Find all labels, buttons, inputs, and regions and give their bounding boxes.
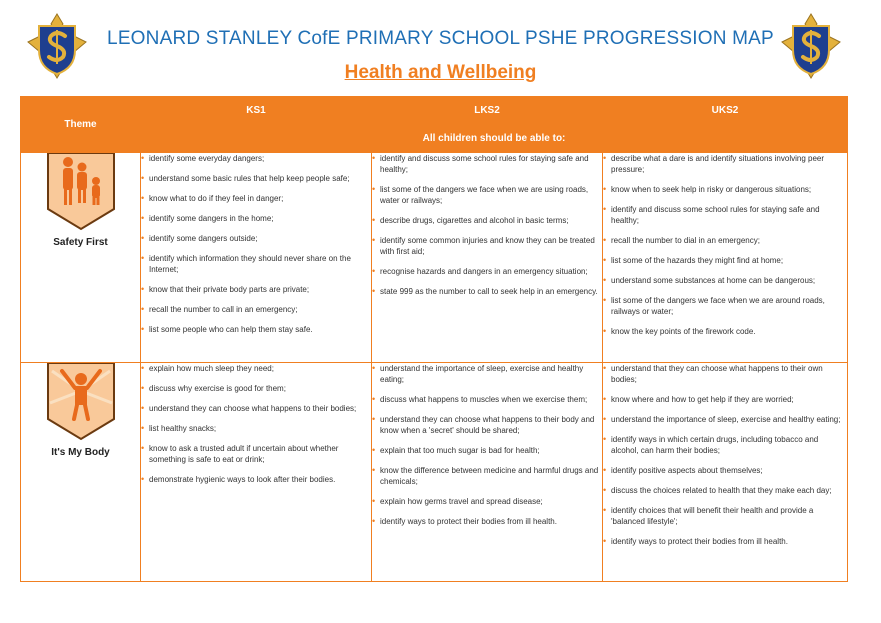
theme-name-safety-first: Safety First	[53, 237, 108, 248]
column-header-uks2: UKS2	[603, 97, 848, 124]
list-item: • discuss the choices related to health that they make each day;	[603, 485, 847, 496]
list-item: • identify and discuss some school rules for staying safe and healthy;	[603, 204, 847, 226]
uks2-cell-safety-first	[603, 153, 848, 363]
theme-name-its-my-body: It's My Body	[51, 447, 110, 458]
list-item: • know the key points of the firework code.	[603, 326, 847, 337]
table-subheader-row	[21, 124, 848, 153]
list-item: • understand they can choose what happens to their bodies;	[141, 403, 371, 414]
list-item: • recognise hazards and dangers in an emergency situation;	[372, 266, 602, 277]
theme-cell-its-my-body	[21, 363, 141, 582]
list-item: • identify ways to protect their bodies from ill health.	[372, 516, 602, 527]
page-title: LEONARD STANLEY CofE PRIMARY SCHOOL PSHE PROGRESSION MAP	[107, 28, 774, 49]
list-item: • identify positive aspects about themselves;	[603, 465, 847, 476]
list-item: • understand the importance of sleep, exercise and healthy eating;	[603, 414, 847, 425]
list-item: • explain how much sleep they need;	[141, 363, 371, 374]
list-item: • know where and how to get help if they are worried;	[603, 394, 847, 405]
child-arms-up-icon	[46, 363, 116, 441]
progression-table	[20, 96, 848, 582]
list-item: • identify some dangers in the home;	[141, 213, 371, 224]
list-item: • demonstrate hygienic ways to look after their bodies.	[141, 474, 371, 485]
list-item: • discuss what happens to muscles when we exercise them;	[372, 394, 602, 405]
list-item: • understand they can choose what happens to their body and know when a 'secret' should be shared;	[372, 414, 602, 436]
table-header-row	[21, 97, 848, 124]
theme-cell-safety-first	[21, 153, 141, 363]
list-item: • discuss why exercise is good for them;	[141, 383, 371, 394]
list-item: • list some of the dangers we face when we are around roads, railways or water;	[603, 295, 847, 317]
list-item: • identify some everyday dangers;	[141, 153, 371, 164]
list-item: • recall the number to dial in an emergency;	[603, 235, 847, 246]
list-item: • know when to seek help in risky or dangerous situations;	[603, 184, 847, 195]
list-item: • know to ask a trusted adult if uncertain about whether something is safe to eat or drink;	[141, 443, 371, 465]
ks1-cell-safety-first	[141, 153, 372, 363]
list-item: • explain how germs travel and spread disease;	[372, 496, 602, 507]
list-item: • identify which information they should never share on the Internet;	[141, 253, 371, 275]
column-header-ks1: KS1	[141, 97, 372, 124]
lks2-cell-its-my-body	[372, 363, 603, 582]
page-subtitle: Health and Wellbeing	[344, 62, 537, 83]
table-row-its-my-body	[21, 363, 848, 582]
list-item: • identify some dangers outside;	[141, 233, 371, 244]
list-item: • know that their private body parts are private;	[141, 284, 371, 295]
list-item: • identify ways in which certain drugs, including tobacco and alcohol, can harm their bodies;	[603, 434, 847, 456]
list-item: • identify and discuss some school rules for staying safe and healthy;	[372, 153, 602, 175]
list-item: • describe drugs, cigarettes and alcohol in basic terms;	[372, 215, 602, 226]
ks1-cell-its-my-body	[141, 363, 372, 582]
list-item: • describe what a dare is and identify situations involving peer pressure;	[603, 153, 847, 175]
all-children-subheader: All children should be able to:	[141, 124, 848, 153]
list-item: • recall the number to call in an emergency;	[141, 304, 371, 315]
list-item: • state 999 as the number to call to seek help in an emergency.	[372, 286, 602, 297]
lks2-cell-safety-first	[372, 153, 603, 363]
table-row-safety-first	[21, 153, 848, 363]
list-item: • understand some substances at home can be dangerous;	[603, 275, 847, 286]
list-item: • identify some common injuries and know they can be treated with first aid;	[372, 235, 602, 257]
list-item: • list some of the dangers we face when we are using roads, water or railways;	[372, 184, 602, 206]
list-item: • understand that they can choose what happens to their own bodies;	[603, 363, 847, 385]
uks2-cell-its-my-body	[603, 363, 848, 582]
list-item: • understand some basic rules that help keep people safe;	[141, 173, 371, 184]
list-item: • know what to do if they feel in danger;	[141, 193, 371, 204]
list-item: • identify choices that will benefit their health and provide a 'balanced lifestyle';	[603, 505, 847, 527]
list-item: • list some people who can help them stay safe.	[141, 324, 371, 335]
family-icon	[46, 153, 116, 231]
list-item: • identify ways to protect their bodies from ill health.	[603, 536, 847, 547]
list-item: • understand the importance of sleep, exercise and healthy eating;	[372, 363, 602, 385]
list-item: • list healthy snacks;	[141, 423, 371, 434]
list-item: • know the difference between medicine and harmful drugs and chemicals;	[372, 465, 602, 487]
list-item: • list some of the hazards they might find at home;	[603, 255, 847, 266]
list-item: • explain that too much sugar is bad for health;	[372, 445, 602, 456]
theme-column-header: Theme	[21, 97, 141, 153]
column-header-lks2: LKS2	[372, 97, 603, 124]
